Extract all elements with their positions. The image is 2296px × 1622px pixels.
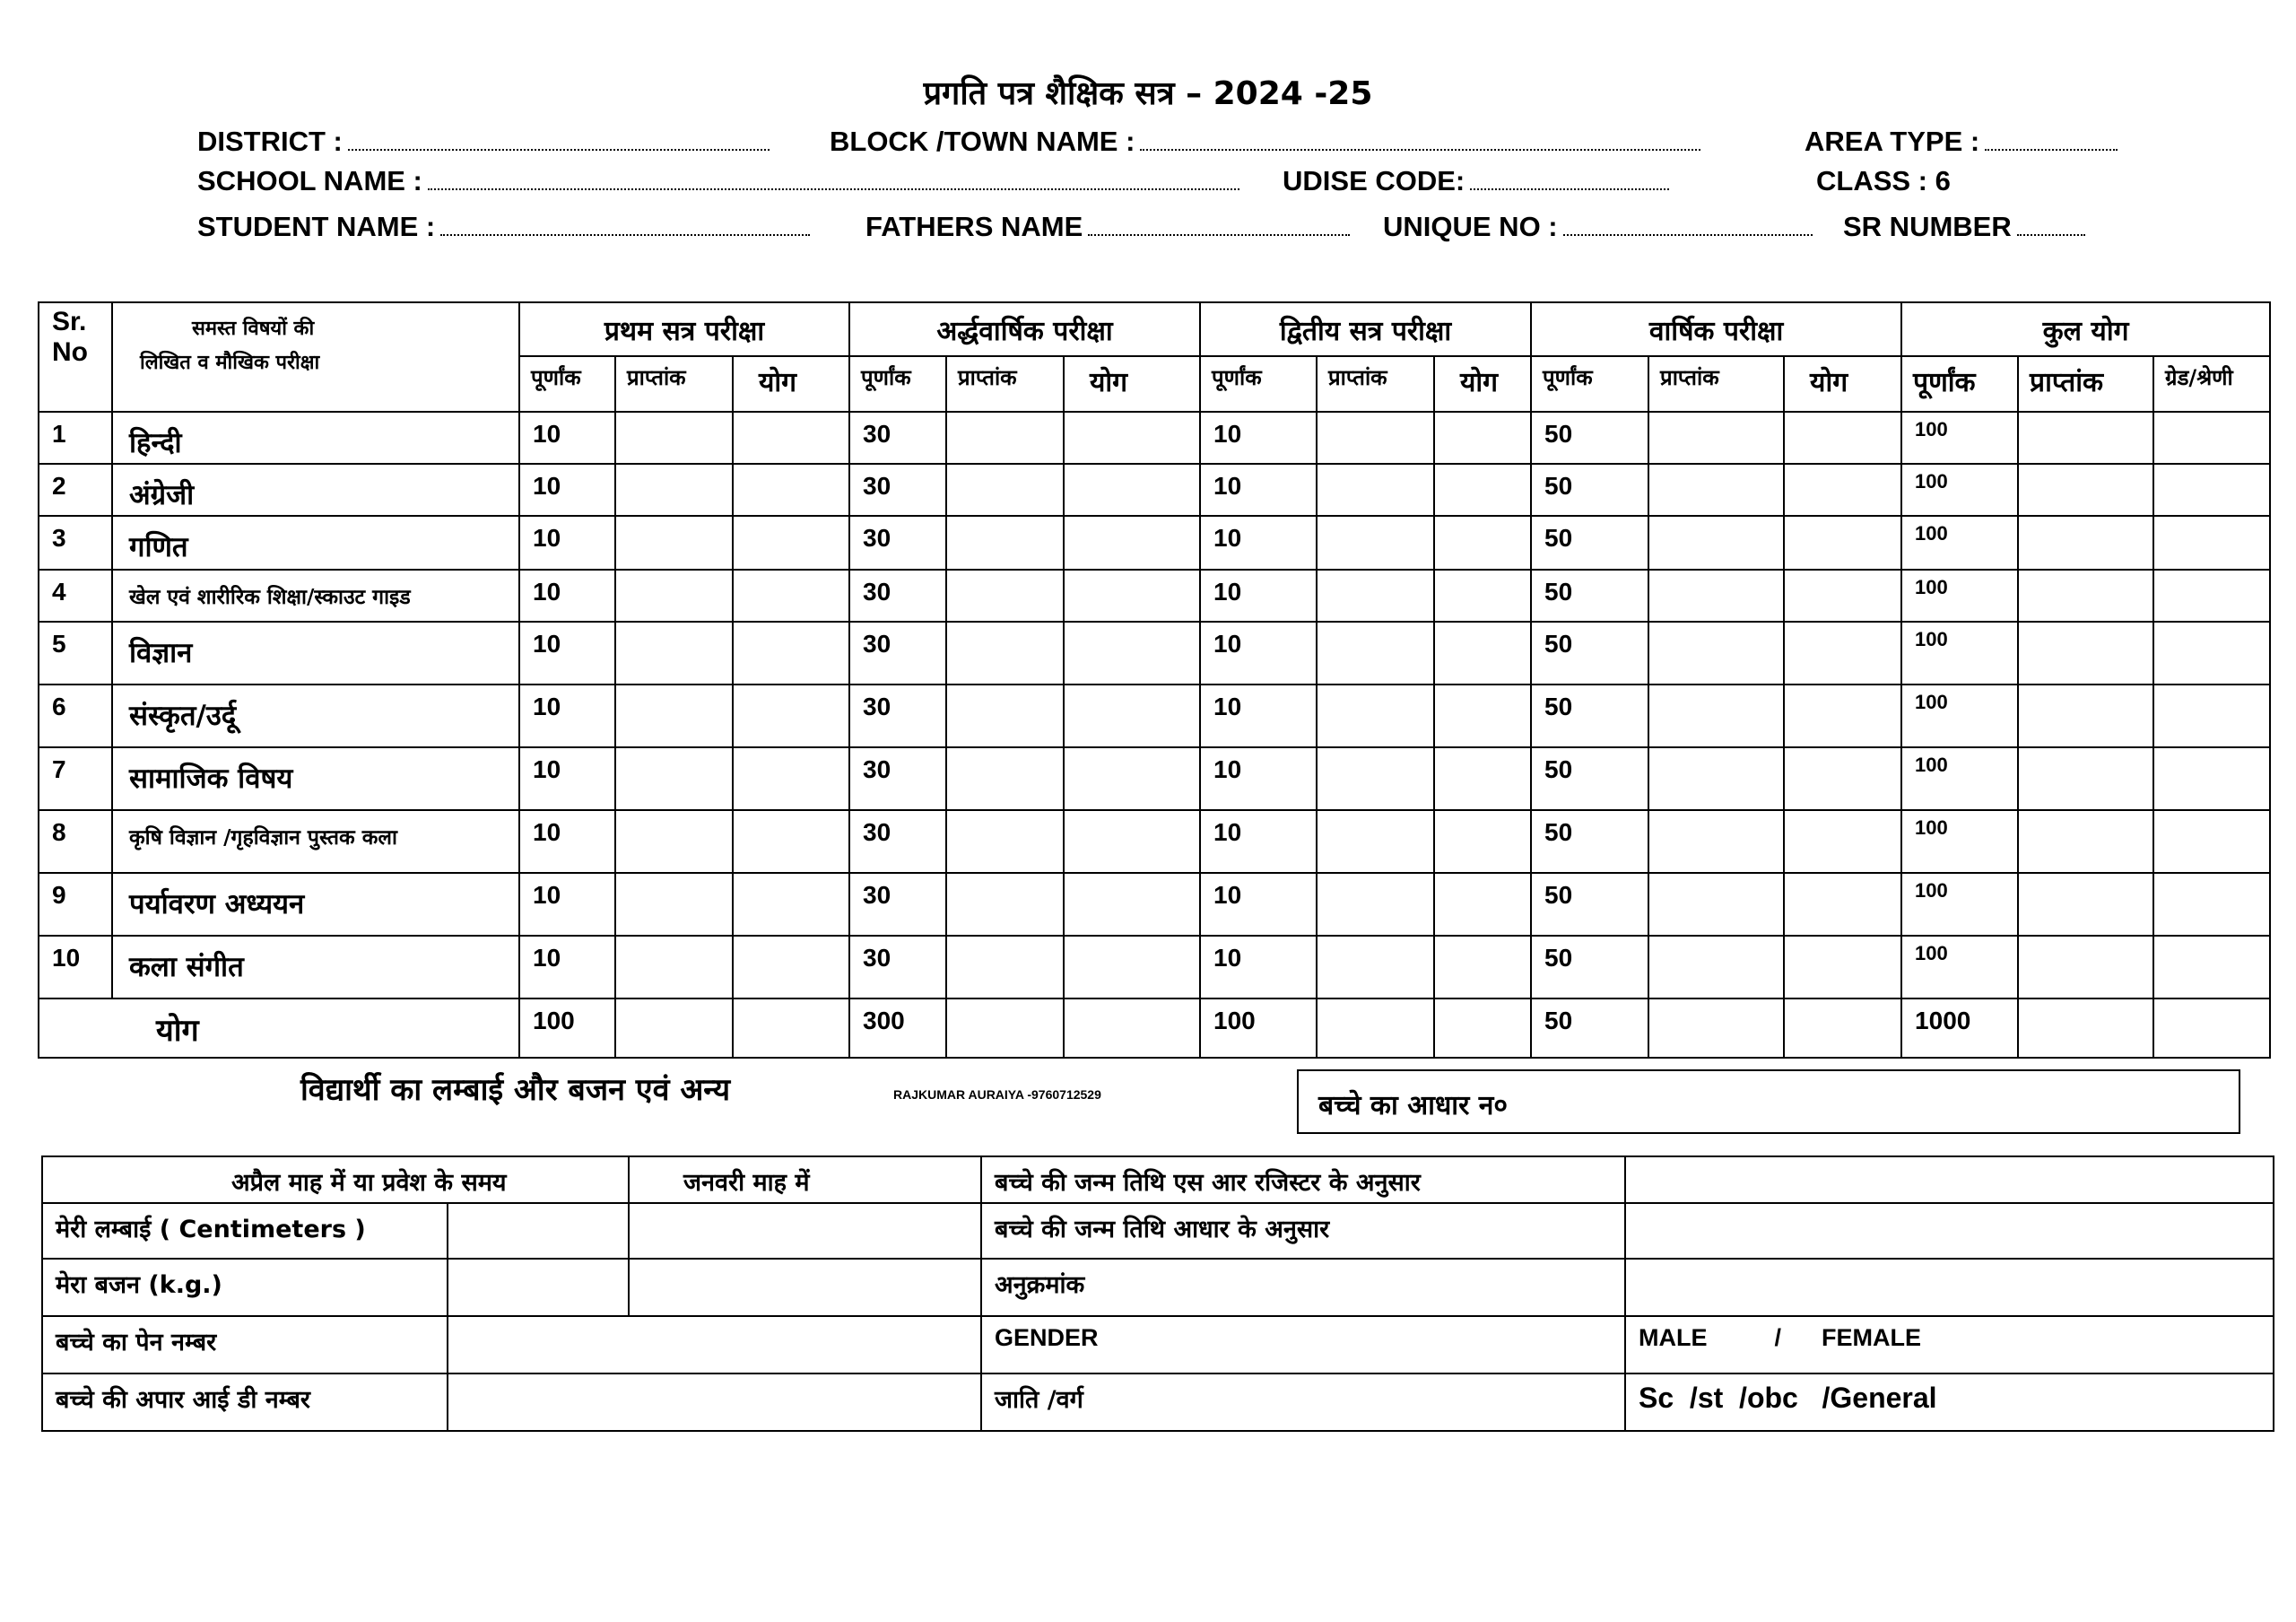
caste-options[interactable]: Sc /st /obc /General <box>1625 1373 2274 1431</box>
obtained-cell[interactable] <box>946 412 1064 464</box>
full-marks-cell: 30 <box>849 873 946 936</box>
unique-no-field[interactable] <box>1383 211 1813 243</box>
subject-cell: हिन्दी <box>112 412 519 464</box>
subject-cell: अंग्रेजी <box>112 464 519 516</box>
unique-no-label: UNIQUE NO : <box>1383 211 1558 242</box>
full-marks-cell: 10 <box>1200 685 1317 747</box>
full-marks-cell: 50 <box>1531 570 1648 622</box>
full-marks-cell: 10 <box>1200 516 1317 570</box>
obtained-cell[interactable] <box>1648 622 1784 685</box>
gender-label: GENDER <box>981 1316 1625 1373</box>
table-row <box>39 464 2270 516</box>
sum-cell[interactable] <box>1784 412 1901 464</box>
table-row <box>39 936 2270 998</box>
grade-cell[interactable] <box>2153 412 2270 464</box>
full-marks-header: पूर्णांक <box>849 356 946 412</box>
sum-cell[interactable] <box>1064 998 1200 1058</box>
subject-cell: सामाजिक विषय <box>112 747 519 810</box>
student-name-field[interactable] <box>197 211 810 243</box>
obtained-cell[interactable] <box>1317 516 1434 570</box>
aadhaar-label: बच्चे का आधार न० <box>1318 1090 1509 1121</box>
grade-cell[interactable] <box>2153 464 2270 516</box>
udise-field[interactable] <box>1283 165 1669 197</box>
total-row-label: योग <box>39 998 519 1058</box>
subject-cell: पर्यावरण अध्ययन <box>112 873 519 936</box>
sum-cell[interactable] <box>1434 622 1531 685</box>
sum-cell[interactable] <box>733 936 849 998</box>
total-header: कुल योग <box>1901 302 2270 356</box>
obtained-cell[interactable] <box>1317 622 1434 685</box>
subject-header <box>112 302 519 412</box>
caste-label: जाति /वर्ग <box>981 1373 1625 1431</box>
sum-cell[interactable] <box>1434 464 1531 516</box>
total-obtained-cell[interactable] <box>2018 516 2153 570</box>
obtained-cell[interactable] <box>946 622 1064 685</box>
full-marks-cell: 10 <box>1200 873 1317 936</box>
total-row <box>39 998 2270 1058</box>
sr-number-blank[interactable] <box>2017 213 2085 236</box>
sum-cell[interactable] <box>1064 570 1200 622</box>
table-row <box>39 873 2270 936</box>
sum-cell[interactable] <box>1784 685 1901 747</box>
full-marks-cell: 10 <box>519 873 615 936</box>
block-field[interactable] <box>830 126 1700 158</box>
sr-cell: 2 <box>39 464 112 516</box>
full-marks-header: पूर्णांक <box>519 356 615 412</box>
weight-label: मेरा बजन (k.g.) <box>42 1259 448 1316</box>
obtained-cell[interactable] <box>1648 998 1784 1058</box>
gender-options[interactable]: MALE / FEMALE <box>1625 1316 2274 1373</box>
full-marks-header: पूर्णांक <box>1901 356 2018 412</box>
full-marks-cell: 10 <box>519 747 615 810</box>
sum-cell[interactable] <box>733 810 849 873</box>
grade-cell[interactable] <box>2153 873 2270 936</box>
full-marks-cell: 10 <box>1200 412 1317 464</box>
total-obtained-cell[interactable] <box>2018 936 2153 998</box>
table-row <box>39 685 2270 747</box>
total-full-cell: 100 <box>1901 464 2018 516</box>
sum-cell[interactable] <box>1064 747 1200 810</box>
table-row <box>39 570 2270 622</box>
grade-cell[interactable] <box>2153 685 2270 747</box>
obtained-cell[interactable] <box>946 810 1064 873</box>
sum-cell[interactable] <box>1064 936 1200 998</box>
sr-cell: 9 <box>39 873 112 936</box>
sum-cell[interactable] <box>1064 622 1200 685</box>
total-full-cell: 100 <box>1901 685 2018 747</box>
full-marks-header: पूर्णांक <box>1200 356 1317 412</box>
obtained-cell[interactable] <box>1648 412 1784 464</box>
full-marks-cell: 30 <box>849 464 946 516</box>
sr-cell: 10 <box>39 936 112 998</box>
full-marks-cell: 30 <box>849 516 946 570</box>
sum-cell[interactable] <box>1064 516 1200 570</box>
area-type-field[interactable] <box>1805 126 2118 158</box>
sr-no-header-line2: No <box>52 337 88 367</box>
sum-cell[interactable] <box>1064 412 1200 464</box>
dob-sr-label: बच्चे की जन्म तिथि एस आर रजिस्टर के अनुसार <box>981 1156 1625 1203</box>
full-marks-cell: 10 <box>519 936 615 998</box>
sum-cell[interactable] <box>733 464 849 516</box>
sum-cell[interactable] <box>1064 685 1200 747</box>
sr-cell: 7 <box>39 747 112 810</box>
obtained-cell[interactable] <box>1317 412 1434 464</box>
grade-cell[interactable] <box>2153 810 2270 873</box>
sr-no-header <box>39 302 112 412</box>
sr-cell: 1 <box>39 412 112 464</box>
full-marks-cell: 50 <box>1531 685 1648 747</box>
apaar-id-label: बच्चे की अपार आई डी नम्बर <box>42 1373 448 1431</box>
total-full-cell: 100 <box>1901 516 2018 570</box>
total-obtained-cell[interactable] <box>2018 998 2153 1058</box>
subject-header-line1: समस्त विषयों की <box>192 318 315 340</box>
student-name-blank[interactable] <box>440 213 810 236</box>
obtained-cell[interactable] <box>946 685 1064 747</box>
sr-cell: 8 <box>39 810 112 873</box>
sum-cell[interactable] <box>733 412 849 464</box>
sum-cell[interactable] <box>1434 936 1531 998</box>
total-full-marks-cell: 50 <box>1531 998 1648 1058</box>
obtained-cell[interactable] <box>615 873 733 936</box>
dob-sr-value[interactable] <box>1625 1156 2274 1203</box>
table-row <box>39 622 2270 685</box>
obtained-header: प्राप्तांक <box>946 356 1064 412</box>
full-marks-cell: 10 <box>519 570 615 622</box>
total-obtained-cell[interactable] <box>2018 747 2153 810</box>
january-header: जनवरी माह में <box>629 1156 981 1203</box>
exam-3-header: द्वितीय सत्र परीक्षा <box>1200 302 1531 356</box>
april-header: अप्रैल माह में या प्रवेश के समय <box>42 1156 629 1203</box>
obtained-header: प्राप्तांक <box>2018 356 2153 412</box>
height-january-value[interactable] <box>629 1203 981 1259</box>
height-label: मेरी लम्बाई ( Centimeters ) <box>42 1203 448 1259</box>
total-obtained-cell[interactable] <box>2018 622 2153 685</box>
weight-april-value[interactable] <box>448 1259 629 1316</box>
apaar-id-value[interactable] <box>448 1373 981 1431</box>
block-blank[interactable] <box>1140 127 1700 151</box>
full-marks-cell: 30 <box>849 936 946 998</box>
obtained-cell[interactable] <box>1648 570 1784 622</box>
sum-cell[interactable] <box>1064 810 1200 873</box>
section-title: विद्यार्थी का लम्बाई और बजन एवं अन्य <box>300 1072 731 1108</box>
area-type-label: AREA TYPE : <box>1805 126 1980 157</box>
page-title: प्रगति पत्र शैक्षिक सत्र – 2024 -25 <box>923 75 1373 112</box>
total-full-cell: 100 <box>1901 412 2018 464</box>
obtained-cell[interactable] <box>615 622 733 685</box>
district-field[interactable] <box>197 126 770 158</box>
fathers-name-blank[interactable] <box>1088 213 1350 236</box>
total-obtained-cell[interactable] <box>2018 873 2153 936</box>
total-obtained-cell[interactable] <box>2018 412 2153 464</box>
sum-cell[interactable] <box>1784 516 1901 570</box>
sr-number-label: SR NUMBER <box>1843 211 2012 242</box>
pen-no-value[interactable] <box>448 1316 981 1373</box>
table-row <box>39 810 2270 873</box>
udise-blank[interactable] <box>1470 167 1669 190</box>
full-marks-cell: 10 <box>1200 622 1317 685</box>
exam-4-header: वार्षिक परीक्षा <box>1531 302 1901 356</box>
full-marks-cell: 30 <box>849 622 946 685</box>
grade-header: ग्रेड/श्रेणी <box>2153 356 2270 412</box>
total-obtained-cell[interactable] <box>2018 464 2153 516</box>
grade-cell[interactable] <box>2153 516 2270 570</box>
height-april-value[interactable] <box>448 1203 629 1259</box>
obtained-cell[interactable] <box>946 516 1064 570</box>
obtained-cell[interactable] <box>615 412 733 464</box>
obtained-cell[interactable] <box>615 747 733 810</box>
obtained-cell[interactable] <box>1648 936 1784 998</box>
sum-cell[interactable] <box>1064 464 1200 516</box>
sum-cell[interactable] <box>733 747 849 810</box>
sum-cell[interactable] <box>1434 873 1531 936</box>
full-marks-cell: 10 <box>519 685 615 747</box>
credit-text: RAJKUMAR AURAIYA -9760712529 <box>893 1087 1101 1102</box>
grand-total-cell: 1000 <box>1901 998 2018 1058</box>
full-marks-cell: 10 <box>519 810 615 873</box>
obtained-cell[interactable] <box>946 873 1064 936</box>
table-row <box>39 516 2270 570</box>
full-marks-cell: 10 <box>1200 936 1317 998</box>
full-marks-cell: 30 <box>849 685 946 747</box>
total-obtained-cell[interactable] <box>2018 570 2153 622</box>
sr-no-header-line1: Sr. <box>52 307 87 336</box>
udise-label: UDISE CODE: <box>1283 165 1465 196</box>
full-marks-header: पूर्णांक <box>1531 356 1648 412</box>
grade-cell[interactable] <box>2153 936 2270 998</box>
subject-cell: संस्कृत/उर्दू <box>112 685 519 747</box>
subject-cell: विज्ञान <box>112 622 519 685</box>
full-marks-cell: 30 <box>849 747 946 810</box>
sum-cell[interactable] <box>1784 747 1901 810</box>
full-marks-cell: 50 <box>1531 810 1648 873</box>
obtained-cell[interactable] <box>1648 810 1784 873</box>
total-full-cell: 100 <box>1901 936 2018 998</box>
obtained-cell[interactable] <box>615 998 733 1058</box>
full-marks-cell: 30 <box>849 412 946 464</box>
exam-1-header: प्रथम सत्र परीक्षा <box>519 302 849 356</box>
obtained-cell[interactable] <box>615 464 733 516</box>
sum-cell[interactable] <box>1784 998 1901 1058</box>
obtained-cell[interactable] <box>946 936 1064 998</box>
sum-cell[interactable] <box>733 516 849 570</box>
obtained-cell[interactable] <box>1317 685 1434 747</box>
class-label: CLASS : 6 <box>1816 165 1951 196</box>
full-marks-cell: 10 <box>519 622 615 685</box>
total-obtained-cell[interactable] <box>2018 685 2153 747</box>
obtained-cell[interactable] <box>615 810 733 873</box>
sum-cell[interactable] <box>733 570 849 622</box>
sr-number-field[interactable] <box>1843 211 2085 243</box>
sum-cell[interactable] <box>1434 412 1531 464</box>
sum-header: योग <box>1434 356 1531 412</box>
sum-header: योग <box>1064 356 1200 412</box>
sum-cell[interactable] <box>1784 570 1901 622</box>
pen-no-label: बच्चे का पेन नम्बर <box>42 1316 448 1373</box>
sum-cell[interactable] <box>1434 516 1531 570</box>
sum-cell[interactable] <box>1784 464 1901 516</box>
sum-cell[interactable] <box>1784 622 1901 685</box>
dob-aadhaar-label: बच्चे की जन्म तिथि आधार के अनुसार <box>981 1203 1625 1259</box>
aadhaar-field[interactable] <box>1297 1069 2240 1134</box>
obtained-cell[interactable] <box>1317 936 1434 998</box>
full-marks-cell: 30 <box>849 570 946 622</box>
grade-cell[interactable] <box>2153 747 2270 810</box>
area-type-blank[interactable] <box>1985 127 2118 151</box>
sr-cell: 5 <box>39 622 112 685</box>
full-marks-cell: 10 <box>519 464 615 516</box>
school-name-blank[interactable] <box>428 167 1239 190</box>
full-marks-cell: 10 <box>1200 747 1317 810</box>
sum-cell[interactable] <box>733 622 849 685</box>
obtained-header: प्राप्तांक <box>1648 356 1784 412</box>
obtained-cell[interactable] <box>946 570 1064 622</box>
school-name-label: SCHOOL NAME : <box>197 165 422 196</box>
full-marks-cell: 50 <box>1531 516 1648 570</box>
total-full-marks-cell: 100 <box>519 998 615 1058</box>
sum-cell[interactable] <box>1784 936 1901 998</box>
full-marks-cell: 30 <box>849 810 946 873</box>
full-marks-cell: 10 <box>1200 810 1317 873</box>
subject-cell: कला संगीत <box>112 936 519 998</box>
sum-cell[interactable] <box>1434 570 1531 622</box>
obtained-cell[interactable] <box>615 516 733 570</box>
sum-cell[interactable] <box>733 685 849 747</box>
obtained-cell[interactable] <box>1317 810 1434 873</box>
obtained-header: प्राप्तांक <box>615 356 733 412</box>
obtained-cell[interactable] <box>1648 464 1784 516</box>
full-marks-cell: 50 <box>1531 412 1648 464</box>
full-marks-cell: 50 <box>1531 873 1648 936</box>
obtained-cell[interactable] <box>615 570 733 622</box>
district-blank[interactable] <box>348 127 770 151</box>
table-row <box>39 747 2270 810</box>
weight-january-value[interactable] <box>629 1259 981 1316</box>
roll-no-label: अनुक्रमांक <box>981 1259 1625 1316</box>
total-full-cell: 100 <box>1901 570 2018 622</box>
grade-cell[interactable] <box>2153 998 2270 1058</box>
obtained-cell[interactable] <box>946 998 1064 1058</box>
obtained-cell[interactable] <box>1317 747 1434 810</box>
obtained-header: प्राप्तांक <box>1317 356 1434 412</box>
dob-aadhaar-value[interactable] <box>1625 1203 2274 1259</box>
full-marks-cell: 10 <box>1200 464 1317 516</box>
subject-header-line2: लिखित व मौखिक परीक्षा <box>140 352 320 374</box>
fathers-name-label: FATHERS NAME <box>865 211 1083 242</box>
sum-header: योग <box>733 356 849 412</box>
subject-cell: गणित <box>112 516 519 570</box>
obtained-cell[interactable] <box>1317 464 1434 516</box>
student-info-table <box>41 1155 2274 1432</box>
obtained-cell[interactable] <box>1648 685 1784 747</box>
total-full-marks-cell: 100 <box>1200 998 1317 1058</box>
full-marks-cell: 50 <box>1531 936 1648 998</box>
sr-cell: 3 <box>39 516 112 570</box>
sum-header: योग <box>1784 356 1901 412</box>
grade-cell[interactable] <box>2153 570 2270 622</box>
sum-cell[interactable] <box>1434 998 1531 1058</box>
total-full-cell: 100 <box>1901 622 2018 685</box>
obtained-cell[interactable] <box>615 685 733 747</box>
table-row <box>39 412 2270 464</box>
obtained-cell[interactable] <box>615 936 733 998</box>
sum-cell[interactable] <box>733 998 849 1058</box>
unique-no-blank[interactable] <box>1563 213 1813 236</box>
sum-cell[interactable] <box>1434 685 1531 747</box>
roll-no-value[interactable] <box>1625 1259 2274 1316</box>
total-full-cell: 100 <box>1901 747 2018 810</box>
block-label: BLOCK /TOWN NAME : <box>830 126 1135 157</box>
student-name-label: STUDENT NAME : <box>197 211 436 242</box>
total-full-cell: 100 <box>1901 810 2018 873</box>
full-marks-cell: 10 <box>1200 570 1317 622</box>
obtained-cell[interactable] <box>946 747 1064 810</box>
total-full-cell: 100 <box>1901 873 2018 936</box>
obtained-cell[interactable] <box>1317 998 1434 1058</box>
sum-cell[interactable] <box>733 873 849 936</box>
full-marks-cell: 50 <box>1531 747 1648 810</box>
obtained-cell[interactable] <box>1648 873 1784 936</box>
sum-cell[interactable] <box>1784 873 1901 936</box>
total-full-marks-cell: 300 <box>849 998 946 1058</box>
full-marks-cell: 50 <box>1531 622 1648 685</box>
obtained-cell[interactable] <box>1317 873 1434 936</box>
sr-cell: 4 <box>39 570 112 622</box>
total-obtained-cell[interactable] <box>2018 810 2153 873</box>
school-name-field[interactable] <box>197 165 1239 197</box>
subject-cell: कृषि विज्ञान /गृहविज्ञान पुस्तक कला <box>112 810 519 873</box>
full-marks-cell: 10 <box>519 412 615 464</box>
sum-cell[interactable] <box>1064 873 1200 936</box>
exam-2-header: अर्द्धवार्षिक परीक्षा <box>849 302 1200 356</box>
fathers-name-field[interactable] <box>865 211 1350 243</box>
grade-cell[interactable] <box>2153 622 2270 685</box>
sum-cell[interactable] <box>1784 810 1901 873</box>
sum-cell[interactable] <box>1434 810 1531 873</box>
district-label: DISTRICT : <box>197 126 343 157</box>
obtained-cell[interactable] <box>1648 516 1784 570</box>
sr-cell: 6 <box>39 685 112 747</box>
obtained-cell[interactable] <box>946 464 1064 516</box>
sum-cell[interactable] <box>1434 747 1531 810</box>
subject-cell: खेल एवं शारीरिक शिक्षा/स्काउट गाइड <box>112 570 519 622</box>
full-marks-cell: 10 <box>519 516 615 570</box>
obtained-cell[interactable] <box>1648 747 1784 810</box>
obtained-cell[interactable] <box>1317 570 1434 622</box>
marks-table <box>38 301 2271 1059</box>
full-marks-cell: 50 <box>1531 464 1648 516</box>
